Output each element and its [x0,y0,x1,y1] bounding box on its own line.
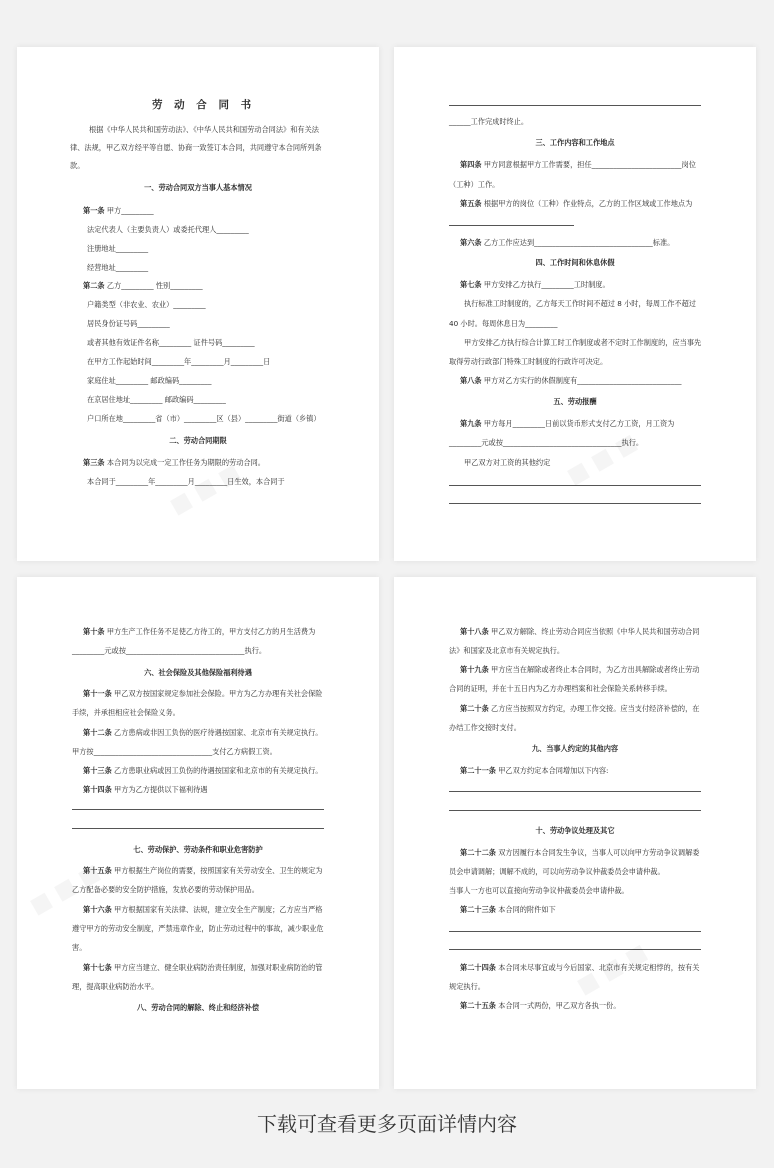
fill-in-blank-line [449,503,701,504]
article-text: 乙方患职业病或因工负伤的待遇按国家和北京市的有关规定执行。 [111,766,323,775]
paragraph-line: ______工作完成时终止。 [449,117,529,126]
article-text: 甲乙双方按国家规定参加社会保险。甲方为乙方办理有关社会保险 [111,689,323,698]
paragraph-line: 员会申请调解；调解不成的，可以向劳动争议仲裁委员会申请仲裁。 [449,867,665,876]
section-heading: 八、劳动合同的解除、终止和经济补偿 [136,1003,260,1012]
article-text: 本合同一式两份，甲乙双方各执一份。 [495,1001,621,1010]
paragraph-line: 合同的证明，并在十五日内为乙方办理档案和社会保险关系转移手续。 [449,684,672,693]
article-number: 第十五条 [83,866,112,875]
paragraph-line: 办结工作交接时支付。 [449,723,521,732]
section-heading: 七、劳动保护、劳动条件和职业危害防护 [133,845,263,854]
paragraph-line [460,665,700,674]
article-text: 甲方同意根据甲方工作需要，担任_________________________岗位 [481,160,696,169]
article-text: 根据甲方的岗位（工种）作业特点，乙方的工作区域或工作地点为 [481,199,693,208]
paragraph-line [83,206,154,215]
paragraph-line: 户籍类型（非农业、农业）_________ [87,300,206,309]
paragraph-line: 执行标准工时制度的，乙方每天工作时间不超过 8 小时，每周工作不超过 [464,299,696,308]
fill-in-blank-line [449,949,701,950]
article-text: 双方因履行本合同发生争议，当事人可以向甲方劳动争议调解委 [495,848,700,857]
fill-in-blank-line [449,225,574,226]
paragraph-line [460,238,674,247]
fill-in-blank-line [449,105,701,106]
article-text: 乙方患病或非因工负伤的医疗待遇按国家、北京市有关规定执行。 [111,728,323,737]
paragraph-line: 在京居住地址_________ 邮政编码_________ [87,395,226,404]
article-number: 第十八条 [460,627,489,636]
article-number: 第十四条 [83,785,112,794]
paragraph-line: 当事人一方也可以直接向劳动争议仲裁委员会申请仲裁。 [449,886,629,895]
paragraph-line: 法定代表人（主要负责人）或委托代理人_________ [87,225,249,234]
paragraph-line: 规定执行。 [449,982,485,991]
document-title: 劳 动 合 同 书 [152,99,256,111]
fill-in-blank-line [449,791,701,792]
document-page-3 [17,577,379,1089]
fill-in-blank-line [72,828,324,829]
paragraph-line [460,905,556,914]
paragraph-line: 户口所在地_________省（市）_________区（县）_________街道（乡镇） [87,414,321,423]
article-text: 甲方每月_________日前以货币形式支付乙方工资，月工资为 [481,419,675,428]
fill-in-blank-line [449,931,701,932]
document-page-1 [17,47,379,561]
article-number: 第二十二条 [460,848,496,857]
paragraph-line [460,199,692,208]
page-content [394,577,756,1089]
article-number: 第十二条 [83,728,112,737]
paragraph-line [83,766,323,775]
article-text: 乙方_________ 性别_________ [104,281,203,290]
section-heading: 一、劳动合同双方当事人基本情况 [144,183,252,192]
section-heading: 六、社会保险及其他保险福利待遇 [144,668,252,677]
paragraph-line [460,376,682,385]
paragraph-line: 害。 [72,943,87,952]
paragraph-line [83,728,323,737]
article-number: 第八条 [460,376,482,385]
paragraph-line [83,689,323,698]
paragraph-line: 或者其他有效证件名称_________ 证件号码_________ [87,338,255,347]
paragraph-line [83,627,315,636]
article-number: 第二十一条 [460,766,496,775]
article-text: 甲方应当建立、健全职业病防治责任制度，加强对职业病防治的管 [111,963,323,972]
article-text: 乙方工作应达到_________________________________标准。 [481,238,675,247]
paragraph-line [83,963,323,972]
paragraph-line [460,1001,620,1010]
paragraph-line [460,766,608,775]
paragraph-line [83,866,323,875]
article-text: 甲方生产工作任务不足使乙方待工的，甲方支付乙方的月生活费为 [104,627,316,636]
article-number: 第十六条 [83,905,112,914]
paragraph-line [460,419,674,428]
article-number: 第十七条 [83,963,112,972]
article-number: 第二十五条 [460,1001,496,1010]
paragraph-line: 居民身份证号码_________ [87,319,170,328]
paragraph-line [460,704,700,713]
download-more-caption: 下载可查看更多页面详情内容 [257,1112,517,1136]
article-text: 乙方应当按照双方约定，办理工作交接。应当支付经济补偿的，在 [488,704,700,713]
paragraph-line [460,160,696,169]
article-number: 第四条 [460,160,482,169]
document-page-4 [394,577,756,1089]
article-text: 本合同的附件如下 [495,905,556,914]
article-text: 甲乙双方解除、终止劳动合同应当依照《中华人民共和国劳动合同 [488,627,700,636]
article-text: 本合同未尽事宜或与今后国家、北京市有关规定相悖的，按有关 [495,963,700,972]
article-number: 第二十条 [460,704,489,713]
paragraph-line: 法》和国家及北京市有关规定执行。 [449,646,565,655]
paragraph-line [83,458,265,467]
paragraph-line: 取得劳动行政部门特殊工时制度的行政许可决定。 [449,357,608,366]
article-number: 第九条 [460,419,482,428]
document-page-2 [394,47,756,561]
article-text: 甲方为乙方提供以下福利待遇 [111,785,208,794]
article-text: 甲方应当在解除或者终止本合同时，为乙方出具解除或者终止劳动 [488,665,700,674]
paragraph-line [460,963,700,972]
paragraph-line: 理，提高职业病防治水平。 [72,982,159,991]
paragraph-line: _________元或按_________________________________执行。 [449,438,644,447]
fill-in-blank-line [72,809,324,810]
paragraph-line: _________元或按_________________________________执行。 [72,646,267,655]
paragraph-line: （工种）工作。 [449,180,500,189]
article-text: 甲方根据国家有关法律、法规，建立安全生产制度；乙方应当严格 [111,905,323,914]
article-text: 甲方根据生产岗位的需要，按照国家有关劳动安全、卫生的规定为 [111,866,323,875]
paragraph-line: 40 小时。每周休息日为_________ [449,319,558,328]
paragraph-line: 注册地址_________ [87,244,149,253]
article-text: 甲方安排乙方执行_________工时制度。 [481,280,610,289]
article-number: 第十九条 [460,665,489,674]
article-number: 第二十三条 [460,905,496,914]
article-number: 第七条 [460,280,482,289]
paragraph-line [460,280,610,289]
section-heading: 五、劳动报酬 [553,397,597,406]
section-heading: 三、工作内容和工作地点 [535,138,615,147]
article-number: 第十一条 [83,689,112,698]
paragraph-line: 款。 [70,161,85,170]
article-number: 第三条 [83,458,105,467]
article-number: 第五条 [460,199,482,208]
paragraph-line: 在甲方工作起始时间_________年_________月_________日 [87,357,271,366]
article-text: 甲乙双方约定本合同增加以下内容: [495,766,609,775]
section-heading: 二、劳动合同期限 [169,436,227,445]
page-content [17,577,379,1089]
section-heading: 十、劳动争议处理及其它 [535,826,615,835]
article-text: 甲方对乙方实行的休假制度有_____________________________ [481,376,682,385]
paragraph-line: 律、法规，甲乙双方经平等自愿、协商一致签订本合同，共同遵守本合同所列条 [70,143,322,152]
paragraph-line: 甲乙双方对工资的其他约定 [464,458,551,467]
paragraph-line [83,905,323,914]
paragraph-line: 根据《中华人民共和国劳动法》、《中华人民共和国劳动合同法》和有关法 [89,125,319,134]
paragraph-line: 经营地址_________ [87,263,149,272]
paragraph-line: 家庭住址_________ 邮政编码_________ [87,376,212,385]
section-heading: 九、当事人约定的其他内容 [531,744,619,753]
paragraph-line: 本合同于_________年_________月_________日生效，本合同于 [87,477,285,486]
paragraph-line: 甲方安排乙方执行综合计算工时工作制度或者不定时工作制度的，应当事先 [464,338,702,347]
paragraph-line: 甲方按_________________________________支付乙方病假工资。 [72,747,277,756]
article-number: 第十条 [83,627,105,636]
article-number: 第十三条 [83,766,112,775]
paragraph-line [83,785,208,794]
paragraph-line [460,627,700,636]
article-number: 第一条 [83,206,105,215]
paragraph-line: 手续，并承担相应社会保险义务。 [72,708,180,717]
article-text: 甲方_________ [104,206,154,215]
paragraph-line: 遵守甲方的劳动安全制度，严禁违章作业，防止劳动过程中的事故，减少职业危 [72,924,324,933]
article-text: 本合同为以完成一定工作任务为期限的劳动合同。 [104,458,265,467]
paragraph-line [83,281,203,290]
section-heading: 四、工作时间和休息休假 [535,258,615,267]
article-number: 第六条 [460,238,482,247]
paragraph-line: 乙方配备必要的安全防护措施，发放必要的劳动保护用品。 [72,885,259,894]
paragraph-line [460,848,700,857]
article-number: 第二条 [83,281,105,290]
fill-in-blank-line [449,810,701,811]
article-number: 第二十四条 [460,963,496,972]
